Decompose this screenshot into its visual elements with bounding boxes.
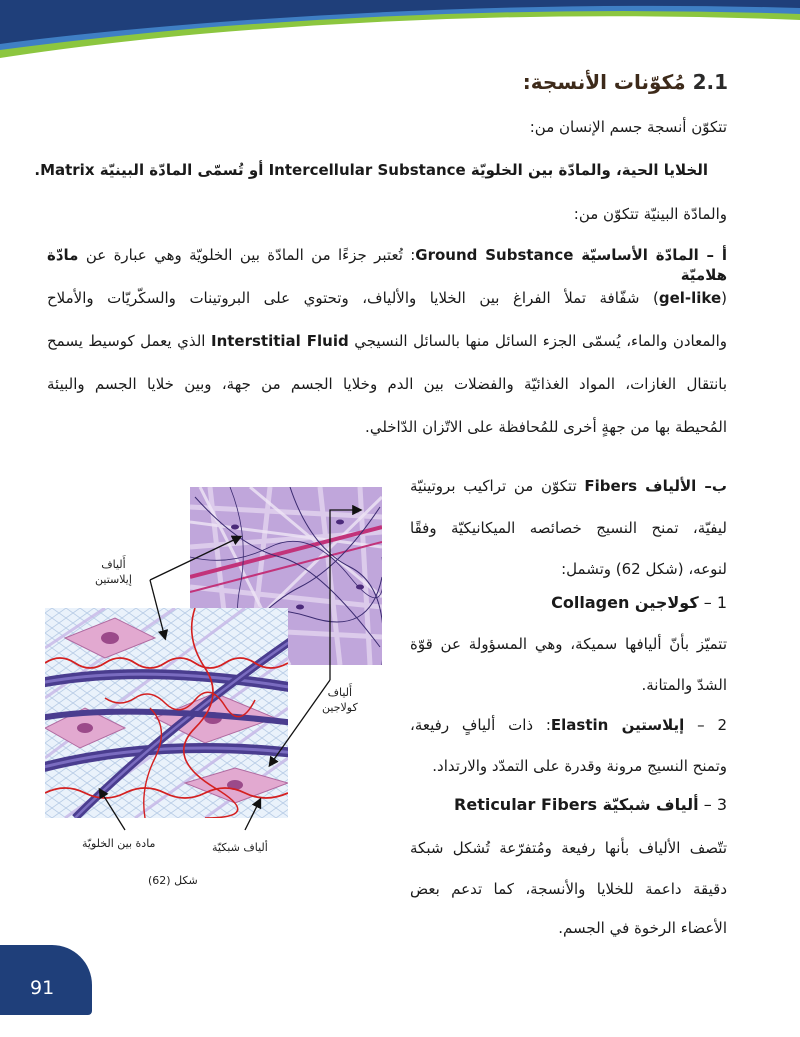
label-matrix: مادة بين الخلويّة — [82, 837, 156, 850]
fibers-line-2: ليفيّة، تمنح النسيج خصائصه الميكانيكيّة وفقًا — [410, 519, 727, 537]
reticular-desc-3: الأعضاء الرخوة في الجسم. — [558, 919, 727, 937]
fibers-line-3: لنوعه، (شكل 62) وتشمل: — [561, 560, 727, 578]
elastin-desc: وتمنح النسيج مرونة وقدرة على التمدّد والارتداد. — [432, 757, 727, 775]
header-banner — [0, 0, 800, 60]
intro-line: تتكوّن أنسجة جسم الإنسان من: — [529, 118, 727, 136]
label-elastin-fibers: أَلياف إيلاستين — [95, 558, 132, 586]
collagen-heading: 1 – كولاجين Collagen — [551, 593, 727, 612]
label-reticular-fibers: ألياف شبكيّة — [212, 841, 268, 854]
ground-substance-line-5: المُحيطة بها من جهةٍ أخرى للمُحافظة على الاتّزان الدّاخلي. — [365, 418, 727, 436]
page-number: 91 — [30, 977, 55, 999]
connective-tissue-diagram — [45, 608, 288, 818]
section-number: 2.1 — [692, 70, 728, 94]
ground-substance-line-3: والمعادن والماء، يُسمّى الجزء السائل منها بالسائل النسيجي Interstitial Fluid الذي يعمل كوسيط يسمح — [47, 332, 727, 350]
elastin-heading: 2 – إيلاستين Elastin: ذات أليافٍ رفيعة، — [410, 716, 727, 734]
reticular-heading: 3 – ألياف شبكيّة Reticular Fibers — [454, 795, 727, 814]
ground-substance-line-2: (gel-like) شفّافة تملأ الفراغ بين الخلايا والألياف، وتحتوي على البروتينات والسكّريّات والأملاح — [47, 289, 727, 307]
section-title: مُكوّنات الأنسجة: — [522, 70, 686, 94]
reticular-desc-1: تتّصف الألياف بأنها رفيعة ومُتفرّعة تُشكل شبكة — [410, 839, 727, 857]
section-heading — [523, 70, 728, 94]
matrix-intro-line: والمادّة البينيّة تتكوّن من: — [573, 205, 727, 223]
collagen-desc-1: تتميّز بأنّ أليافها سميكة، وهي المسؤولة عن قوّة — [410, 635, 727, 653]
ground-substance-line-4: بانتقال الغازات، المواد الغذائيّة والفضلات بين الدم وخلايا الجسم من جهة، وبين خلايا الجسم والبيئة — [47, 375, 727, 393]
reticular-desc-2: دقيقة داعمة للخلايا والأنسجة، كما تدعم بعض — [410, 880, 727, 898]
ground-substance-line-1: أ – المادّة الأساسيّة Ground Substance: تُعتبر جزءًا من المادّة بين الخلويّة وهي عبارة عن مادّة هلاميّة — [47, 246, 727, 284]
figure-caption: شكل (62) — [148, 874, 198, 887]
components-line: الخلايا الحية، والمادّة بين الخلويّة Intercellular Substance أو تُسمّى المادّة البينيّة Matrix. — [34, 161, 708, 179]
fibers-line-1: ب– الألياف Fibers تتكوّن من تراكيب بروتينيّة — [410, 477, 727, 495]
label-collagen-fibers: أَلياف كولاجين — [322, 686, 358, 714]
collagen-desc-2: الشدّ والمتانة. — [641, 676, 727, 694]
